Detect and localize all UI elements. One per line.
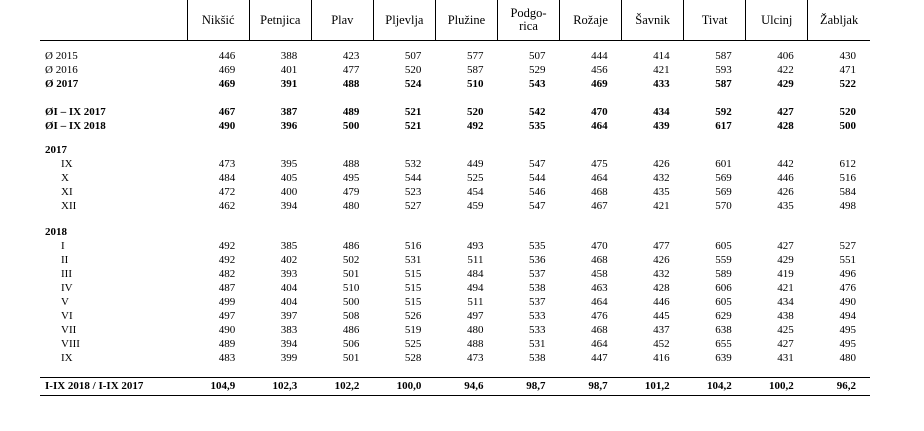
spacer-cell xyxy=(40,41,870,50)
row-label: V xyxy=(61,296,69,308)
value-cell: 605 xyxy=(715,296,732,308)
column-header: Ulcinj xyxy=(746,0,808,41)
value-cell: 587 xyxy=(715,78,732,90)
value-cell: 426 xyxy=(653,254,670,266)
value-cell: 419 xyxy=(777,268,794,280)
value-cell: 421 xyxy=(653,200,670,212)
value-cell: 515 xyxy=(404,268,422,280)
value-cell: 535 xyxy=(529,120,546,132)
value-cell: 464 xyxy=(591,296,608,308)
value-cell: 589 xyxy=(715,268,732,280)
value-cell: 469 xyxy=(218,64,236,76)
value-cell xyxy=(622,143,684,157)
total-row xyxy=(40,378,870,396)
value-cell: 488 xyxy=(342,78,360,90)
value-cell: 468 xyxy=(591,186,608,198)
value-cell: 538 xyxy=(529,282,546,294)
row-label: I xyxy=(61,240,65,252)
table-row xyxy=(40,143,870,157)
value-cell: 437 xyxy=(653,324,670,336)
value-cell: 605 xyxy=(715,240,732,252)
value-cell: 497 xyxy=(218,310,236,322)
value-cell: 569 xyxy=(715,172,732,184)
column-header: Nikšić xyxy=(187,0,249,41)
value-cell: 391 xyxy=(280,78,298,90)
value-cell: 495 xyxy=(839,338,856,350)
value-cell: 452 xyxy=(653,338,670,350)
value-cell: 570 xyxy=(715,200,732,212)
table-row xyxy=(40,171,870,185)
table-row xyxy=(40,239,870,253)
value-cell xyxy=(311,143,373,157)
table-row xyxy=(40,281,870,295)
value-cell: 435 xyxy=(777,200,794,212)
value-cell: 473 xyxy=(218,158,236,170)
value-cell: 511 xyxy=(467,296,484,308)
table-row xyxy=(40,105,870,119)
value-cell: 528 xyxy=(404,352,422,364)
value-cell: 421 xyxy=(777,282,794,294)
value-cell: 536 xyxy=(529,254,546,266)
value-cell: 98,7 xyxy=(497,378,559,396)
value-cell: 494 xyxy=(839,310,856,322)
value-cell: 462 xyxy=(218,200,236,212)
value-cell: 393 xyxy=(280,268,298,280)
value-cell: 523 xyxy=(404,186,422,198)
value-cell: 100,0 xyxy=(373,378,435,396)
value-cell xyxy=(187,143,249,157)
value-cell: 469 xyxy=(591,78,608,90)
value-cell: 479 xyxy=(342,186,360,198)
value-cell: 100,2 xyxy=(746,378,808,396)
row-label: X xyxy=(61,172,69,184)
value-cell: 428 xyxy=(653,282,670,294)
value-cell: 584 xyxy=(839,186,856,198)
value-cell: 533 xyxy=(529,310,546,322)
value-cell xyxy=(746,143,808,157)
value-cell: 401 xyxy=(280,64,298,76)
value-cell: 507 xyxy=(529,50,546,62)
table-row xyxy=(40,323,870,337)
value-cell: 492 xyxy=(218,254,236,266)
value-cell: 490 xyxy=(839,296,856,308)
value-cell: 490 xyxy=(218,324,236,336)
value-cell: 592 xyxy=(715,106,732,118)
value-cell: 430 xyxy=(839,50,856,62)
row-label: IX xyxy=(61,352,73,364)
value-cell: 480 xyxy=(466,324,484,336)
value-cell: 438 xyxy=(777,310,794,322)
value-cell: 593 xyxy=(715,64,732,76)
value-cell: 506 xyxy=(342,338,360,350)
value-cell: 487 xyxy=(218,282,236,294)
value-cell: 489 xyxy=(342,106,360,118)
row-label: I-IX 2018 / I-IX 2017 xyxy=(40,378,187,396)
value-cell: 414 xyxy=(653,50,670,62)
value-cell: 428 xyxy=(777,120,794,132)
row-label: IV xyxy=(61,282,73,294)
value-cell: 617 xyxy=(715,120,732,132)
row-label: VI xyxy=(61,310,73,322)
value-cell: 488 xyxy=(342,158,360,170)
value-cell: 507 xyxy=(404,50,422,62)
table-row xyxy=(40,253,870,267)
value-cell xyxy=(187,225,249,239)
value-cell: 476 xyxy=(839,282,856,294)
value-cell: 104,9 xyxy=(187,378,249,396)
value-cell: 493 xyxy=(466,240,484,252)
value-cell: 464 xyxy=(591,338,608,350)
value-cell xyxy=(560,225,622,239)
value-cell: 500 xyxy=(342,120,360,132)
value-cell: 525 xyxy=(466,172,484,184)
value-cell: 426 xyxy=(777,186,794,198)
value-cell xyxy=(684,143,746,157)
value-cell: 94,6 xyxy=(435,378,497,396)
spacer-row xyxy=(40,41,870,50)
table-header-row xyxy=(40,0,870,41)
table-row xyxy=(40,49,870,63)
value-cell: 429 xyxy=(777,254,794,266)
value-cell: 527 xyxy=(839,240,856,252)
value-cell: 425 xyxy=(777,324,794,336)
value-cell: 501 xyxy=(342,352,360,364)
table-row xyxy=(40,309,870,323)
value-cell: 490 xyxy=(218,120,236,132)
row-label: ØI – IX 2018 xyxy=(45,120,106,132)
row-label: Ø 2015 xyxy=(45,50,78,62)
value-cell: 470 xyxy=(591,240,608,252)
column-header: Tivat xyxy=(684,0,746,41)
value-cell: 501 xyxy=(342,268,360,280)
wage-table xyxy=(40,0,870,396)
value-cell: 520 xyxy=(839,106,856,118)
value-cell: 538 xyxy=(529,352,546,364)
value-cell: 524 xyxy=(404,78,422,90)
value-cell: 435 xyxy=(653,186,670,198)
value-cell: 547 xyxy=(529,158,546,170)
value-cell: 439 xyxy=(653,120,670,132)
wage-table-container xyxy=(40,0,870,396)
value-cell: 427 xyxy=(777,338,794,350)
value-cell: 446 xyxy=(653,296,670,308)
value-cell: 454 xyxy=(466,186,484,198)
value-cell: 587 xyxy=(466,64,484,76)
value-cell: 96,2 xyxy=(808,378,870,396)
value-cell xyxy=(808,225,870,239)
value-cell: 533 xyxy=(529,324,546,336)
value-cell: 475 xyxy=(591,158,608,170)
value-cell: 405 xyxy=(280,172,298,184)
value-cell xyxy=(373,225,435,239)
value-cell xyxy=(684,225,746,239)
value-cell: 446 xyxy=(218,50,236,62)
value-cell xyxy=(435,143,497,157)
value-cell: 489 xyxy=(218,338,236,350)
value-cell: 395 xyxy=(280,158,298,170)
value-cell: 102,3 xyxy=(249,378,311,396)
value-cell xyxy=(435,225,497,239)
value-cell: 394 xyxy=(280,338,298,350)
value-cell: 587 xyxy=(715,50,732,62)
row-label: 2018 xyxy=(45,226,67,238)
value-cell: 484 xyxy=(218,172,236,184)
value-cell: 542 xyxy=(529,106,546,118)
value-cell: 422 xyxy=(777,64,794,76)
value-cell xyxy=(497,143,559,157)
spacer-row xyxy=(40,133,870,143)
value-cell: 387 xyxy=(280,106,298,118)
value-cell: 551 xyxy=(839,254,856,266)
value-cell: 498 xyxy=(839,200,856,212)
spacer-cell xyxy=(40,365,870,378)
value-cell: 543 xyxy=(529,78,546,90)
value-cell xyxy=(373,143,435,157)
column-header: Podgo- rica xyxy=(497,0,559,41)
table-body xyxy=(40,41,870,396)
value-cell: 101,2 xyxy=(622,378,684,396)
value-cell: 527 xyxy=(404,200,422,212)
row-label: VII xyxy=(61,324,77,336)
row-label: 2017 xyxy=(45,144,67,156)
spacer-cell xyxy=(40,213,870,225)
value-cell: 432 xyxy=(653,172,670,184)
value-cell: 427 xyxy=(777,106,794,118)
value-cell: 447 xyxy=(591,352,608,364)
value-cell: 531 xyxy=(404,254,422,266)
value-cell: 655 xyxy=(715,338,732,350)
table-row xyxy=(40,337,870,351)
value-cell: 429 xyxy=(777,78,794,90)
value-cell: 629 xyxy=(715,310,732,322)
row-label: Ø 2016 xyxy=(45,64,78,76)
value-cell: 520 xyxy=(404,64,422,76)
value-cell: 500 xyxy=(839,120,856,132)
value-cell: 467 xyxy=(218,106,236,118)
value-cell: 606 xyxy=(715,282,732,294)
value-cell: 446 xyxy=(777,172,794,184)
value-cell: 502 xyxy=(342,254,360,266)
value-cell: 480 xyxy=(839,352,856,364)
value-cell: 496 xyxy=(839,268,856,280)
value-cell: 544 xyxy=(529,172,546,184)
value-cell: 488 xyxy=(466,338,484,350)
value-cell: 486 xyxy=(342,324,360,336)
value-cell: 432 xyxy=(653,268,670,280)
value-cell: 500 xyxy=(342,296,360,308)
table-row xyxy=(40,351,870,365)
row-label: VIII xyxy=(61,338,80,350)
table-row xyxy=(40,157,870,171)
value-cell: 388 xyxy=(280,50,298,62)
value-cell: 535 xyxy=(529,240,546,252)
value-cell: 510 xyxy=(466,78,484,90)
table-row xyxy=(40,199,870,213)
value-cell: 464 xyxy=(591,172,608,184)
spacer-row xyxy=(40,213,870,225)
value-cell: 434 xyxy=(653,106,670,118)
spacer-row xyxy=(40,91,870,105)
value-cell: 463 xyxy=(591,282,608,294)
value-cell: 492 xyxy=(466,120,484,132)
value-cell: 484 xyxy=(466,268,484,280)
row-label: XII xyxy=(61,200,77,212)
value-cell: 416 xyxy=(653,352,670,364)
table-row xyxy=(40,185,870,199)
value-cell: 476 xyxy=(591,310,608,322)
row-label: IX xyxy=(61,158,73,170)
value-cell: 521 xyxy=(404,106,422,118)
value-cell: 510 xyxy=(342,282,360,294)
value-cell: 468 xyxy=(591,254,608,266)
value-cell: 495 xyxy=(342,172,360,184)
value-cell: 421 xyxy=(653,64,670,76)
value-cell: 469 xyxy=(218,78,236,90)
value-cell: 494 xyxy=(466,282,484,294)
value-cell: 521 xyxy=(404,120,422,132)
value-cell: 639 xyxy=(715,352,732,364)
value-cell: 612 xyxy=(839,158,856,170)
value-cell: 104,2 xyxy=(684,378,746,396)
value-cell: 546 xyxy=(529,186,546,198)
value-cell: 516 xyxy=(404,240,422,252)
value-cell: 383 xyxy=(280,324,298,336)
value-cell: 559 xyxy=(715,254,732,266)
value-cell: 569 xyxy=(715,186,732,198)
value-cell: 522 xyxy=(839,78,856,90)
table-row xyxy=(40,267,870,281)
value-cell: 477 xyxy=(653,240,670,252)
value-cell: 102,2 xyxy=(311,378,373,396)
value-cell: 397 xyxy=(280,310,298,322)
column-header: Rožaje xyxy=(560,0,622,41)
value-cell: 404 xyxy=(280,296,298,308)
value-cell: 525 xyxy=(404,338,422,350)
value-cell xyxy=(746,225,808,239)
value-cell: 468 xyxy=(591,324,608,336)
table-row xyxy=(40,119,870,133)
value-cell: 456 xyxy=(591,64,608,76)
value-cell: 394 xyxy=(280,200,298,212)
table-row xyxy=(40,225,870,239)
value-cell: 508 xyxy=(342,310,360,322)
value-cell: 544 xyxy=(404,172,422,184)
value-cell: 434 xyxy=(777,296,794,308)
value-cell: 423 xyxy=(342,50,360,62)
value-cell xyxy=(249,225,311,239)
value-cell: 399 xyxy=(280,352,298,364)
value-cell: 511 xyxy=(467,254,484,266)
value-cell xyxy=(560,143,622,157)
value-cell: 520 xyxy=(466,106,484,118)
spacer-cell xyxy=(40,133,870,143)
value-cell: 473 xyxy=(466,352,484,364)
column-header: Petnjica xyxy=(249,0,311,41)
value-cell: 458 xyxy=(591,268,608,280)
value-cell: 442 xyxy=(777,158,794,170)
value-cell: 467 xyxy=(591,200,608,212)
value-cell: 515 xyxy=(404,296,422,308)
value-cell: 537 xyxy=(529,268,546,280)
row-label: XI xyxy=(61,186,73,198)
value-cell: 495 xyxy=(839,324,856,336)
value-cell xyxy=(622,225,684,239)
column-header: Plužine xyxy=(435,0,497,41)
header-label-cell xyxy=(40,0,187,41)
column-header: Šavnik xyxy=(622,0,684,41)
value-cell: 480 xyxy=(342,200,360,212)
value-cell xyxy=(808,143,870,157)
value-cell: 577 xyxy=(466,50,484,62)
value-cell: 519 xyxy=(404,324,422,336)
spacer-cell xyxy=(40,91,870,105)
column-header: Žabljak xyxy=(808,0,870,41)
value-cell: 515 xyxy=(404,282,422,294)
value-cell: 404 xyxy=(280,282,298,294)
value-cell: 459 xyxy=(466,200,484,212)
value-cell: 431 xyxy=(777,352,794,364)
value-cell: 531 xyxy=(529,338,546,350)
value-cell: 532 xyxy=(404,158,422,170)
spacer-row xyxy=(40,365,870,378)
value-cell: 433 xyxy=(653,78,670,90)
column-header: Pljevlja xyxy=(373,0,435,41)
value-cell: 427 xyxy=(777,240,794,252)
value-cell: 497 xyxy=(466,310,484,322)
value-cell: 482 xyxy=(218,268,236,280)
row-label: Ø 2017 xyxy=(45,78,79,90)
value-cell: 472 xyxy=(218,186,236,198)
row-label: III xyxy=(61,268,72,280)
value-cell: 385 xyxy=(280,240,298,252)
value-cell: 464 xyxy=(591,120,608,132)
value-cell: 449 xyxy=(466,158,484,170)
value-cell: 402 xyxy=(280,254,298,266)
value-cell: 537 xyxy=(529,296,546,308)
value-cell: 547 xyxy=(529,200,546,212)
table-row xyxy=(40,63,870,77)
value-cell: 529 xyxy=(529,64,546,76)
value-cell: 470 xyxy=(591,106,608,118)
value-cell: 444 xyxy=(591,50,608,62)
value-cell: 477 xyxy=(342,64,360,76)
column-header: Plav xyxy=(311,0,373,41)
value-cell xyxy=(311,225,373,239)
value-cell: 601 xyxy=(715,158,732,170)
value-cell: 400 xyxy=(280,186,298,198)
value-cell: 492 xyxy=(218,240,236,252)
value-cell: 471 xyxy=(839,64,856,76)
value-cell: 445 xyxy=(653,310,670,322)
value-cell: 406 xyxy=(777,50,794,62)
table-row xyxy=(40,295,870,309)
value-cell: 499 xyxy=(218,296,236,308)
value-cell xyxy=(497,225,559,239)
value-cell: 396 xyxy=(280,120,298,132)
value-cell: 483 xyxy=(218,352,236,364)
value-cell: 638 xyxy=(715,324,732,336)
row-label: II xyxy=(61,254,69,266)
table-row xyxy=(40,77,870,91)
value-cell: 486 xyxy=(342,240,360,252)
value-cell: 526 xyxy=(404,310,422,322)
value-cell xyxy=(249,143,311,157)
value-cell: 426 xyxy=(653,158,670,170)
row-label: ØI – IX 2017 xyxy=(45,106,106,118)
value-cell: 516 xyxy=(839,172,856,184)
value-cell: 98,7 xyxy=(560,378,622,396)
